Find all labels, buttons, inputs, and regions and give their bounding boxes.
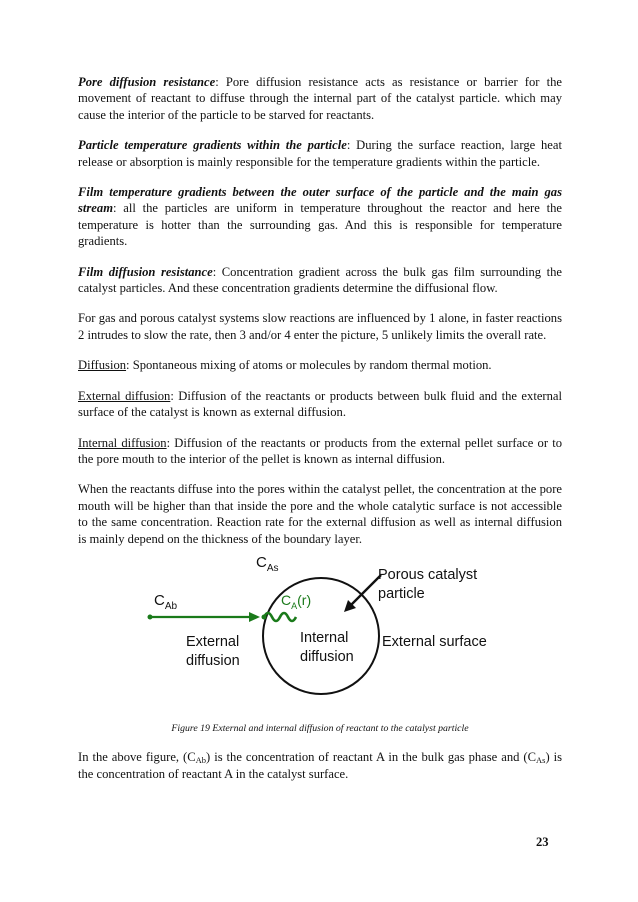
after-figure-text-3: ) is the concentration of reactant A in the catalyst surface. xyxy=(78,749,562,782)
paragraph-diffusion xyxy=(78,357,562,373)
document-page xyxy=(78,74,562,797)
paragraph-gas-porous: For gas and porous catalyst systems slow reactions are influenced by 1 alone, in faster reactions 2 intrudes to slow the rate, then 3 and/or 4 enter the picture, 5 unlikely limits the overall rate. xyxy=(78,311,562,342)
term-film-diffusion: Film diffusion resistance xyxy=(78,264,213,279)
paragraph-after-figure xyxy=(78,749,562,783)
label-ca-arg: (r) xyxy=(297,591,312,608)
paragraph-internal-diffusion xyxy=(78,435,562,468)
bulk-point-dot xyxy=(148,614,153,619)
label-ca-sub: A xyxy=(291,600,298,611)
internal-diffusion-path xyxy=(264,613,296,621)
text-diffusion: : Spontaneous mixing of atoms or molecules by random thermal motion. xyxy=(126,358,492,373)
label-external-2: diffusion xyxy=(186,652,240,669)
paragraph-pore-diffusion xyxy=(78,74,562,123)
text-internal-diffusion: : Diffusion of the reactants or products from the external pellet surface or to the pore mouth to the interior of the pellet is known as internal diffusion. xyxy=(78,435,562,466)
after-figure-text-1: In the above figure, (C xyxy=(78,749,196,764)
text-external-diffusion: : Diffusion of the reactants or products between bulk fluid and the external surface of the catalyst is known as external diffusion. xyxy=(78,388,562,420)
particle-pointer-arrow xyxy=(349,575,381,607)
paragraph-pellet: When the reactants diffuse into the pores within the catalyst pellet, the concentration at the pore mouth will be higher than that inside the pore and the whole catalytic surface is not accessible to the same concentration. Reaction rate for the external diffusion as well as internal diffusion is mainly depend on the thickness of the boundary layer. xyxy=(78,482,562,546)
term-diffusion: Diffusion xyxy=(78,358,127,373)
paragraph-film-diffusion xyxy=(78,264,562,297)
label-cas xyxy=(256,554,279,574)
diffusion-figure xyxy=(78,553,562,719)
label-porous-2: particle xyxy=(378,585,425,602)
label-cas-sub: As xyxy=(266,562,279,574)
label-cab xyxy=(154,592,178,612)
label-porous-1: Porous catalyst xyxy=(378,566,478,583)
diffusion-diagram xyxy=(78,553,562,719)
paragraph-external-diffusion xyxy=(78,388,562,421)
term-particle-temp: Particle temperature gradients within the particle xyxy=(78,138,347,153)
label-external-1: External xyxy=(186,633,240,650)
text-film-temp: : all the particles are uniform in temperature throughout the reactor and here the temperature is hotter than the surrounding gas. And this is responsible for temperature gradients. xyxy=(78,201,562,249)
text-pore-diffusion: : Pore diffusion resistance acts as resistance or barrier for the movement of reactant to diffuse through the internal part of the catalyst particle. which may cause the interior of the particle to be starved for reactants. xyxy=(78,75,562,122)
page-number: 23 xyxy=(536,835,549,849)
text-film-diffusion: : Concentration gradient across the bulk gas film surrounding the catalyst particles. And these concentration gradients determine the diffusional flow. xyxy=(78,264,562,296)
term-internal-diffusion: Internal diffusion xyxy=(78,435,167,450)
term-film-temp: Film temperature gradients between the outer surface of the particle and the main gas stream xyxy=(78,185,562,216)
label-cas-main: C xyxy=(256,553,267,571)
label-cab-sub: Ab xyxy=(164,600,178,612)
paragraph-particle-temp xyxy=(78,137,562,170)
label-external-surface: External surface xyxy=(382,633,487,650)
term-external-diffusion: External diffusion xyxy=(78,388,171,403)
label-internal-2: diffusion xyxy=(300,648,354,665)
text-particle-temp: : During the surface reaction, large heat release or absorption is mainly responsible for the temperature gradients within the particle. xyxy=(78,138,562,169)
paragraph-film-temp xyxy=(78,184,562,250)
external-diffusion-arrowhead xyxy=(249,612,260,622)
label-ca-main: C xyxy=(281,591,292,608)
after-figure-text-2: ) is the concentration of reactant A in the bulk gas phase and (C xyxy=(206,749,536,764)
after-figure-sub-ab: Ab xyxy=(195,755,207,766)
figure-caption: Figure 19 External and internal diffusion of reactant to the catalyst particle xyxy=(171,722,469,734)
label-internal-1: Internal xyxy=(300,629,349,646)
after-figure-sub-as: As xyxy=(535,755,546,766)
term-pore-diffusion: Pore diffusion resistance xyxy=(78,75,216,89)
label-ca xyxy=(281,592,311,611)
label-cab-main: C xyxy=(154,591,165,609)
